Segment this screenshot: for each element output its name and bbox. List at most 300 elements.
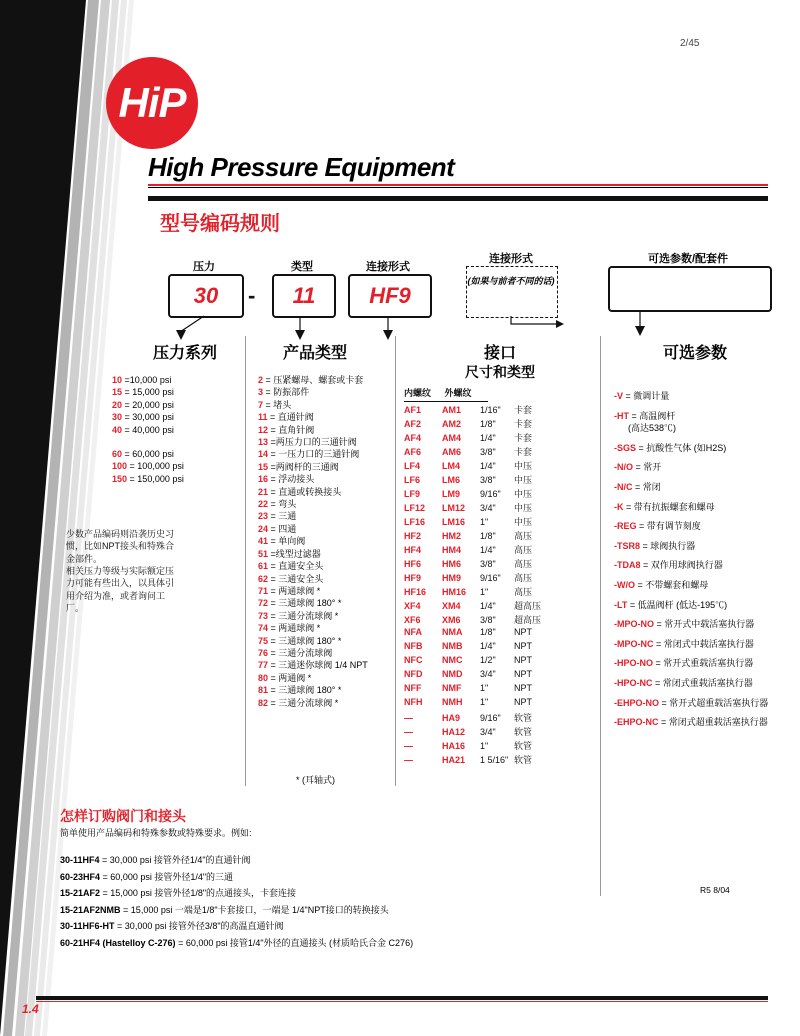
if-ext-11: HM6 [442, 559, 462, 569]
if-int-7: LF12 [404, 503, 426, 513]
list-item [60, 869, 413, 886]
if-int-6: LF9 [404, 489, 421, 499]
table-row [404, 557, 594, 571]
ptype-code-21: 75 [258, 635, 269, 646]
ptype-code-25: 81 [258, 685, 269, 696]
ptype-desc-4: = 直角针阀 [270, 424, 315, 435]
opt-code-9: -W/O [614, 579, 635, 590]
ptype-desc-22: = 三通分流球阀 [270, 647, 333, 658]
if-ext-23: HA12 [442, 727, 466, 737]
heading-pressure: 压力系列 [152, 345, 217, 362]
ptype-desc-25: = 三通球阀 180° * [270, 685, 342, 696]
if-ext-6: LM9 [442, 489, 460, 499]
if-size-4: 1/4" [480, 461, 496, 471]
if-type-9: 高压 [514, 531, 533, 541]
if-type-14: 超高压 [514, 601, 542, 611]
ptype-code-26: 82 [258, 697, 269, 708]
if-ext-10: HM4 [442, 545, 462, 555]
table-row [404, 725, 594, 739]
table-row [404, 711, 594, 725]
if-ext-18: NMC [442, 655, 463, 665]
ordering-title: 怎样订购阀门和接头 [60, 808, 186, 824]
opt-code-4: -N/C [614, 481, 633, 492]
opt-code-7: -TSR8 [614, 540, 641, 551]
if-type-22: 软管 [514, 713, 533, 723]
opt-desc2-1: (高达538℃) [628, 423, 677, 434]
ptype-desc-10: = 弯头 [270, 499, 297, 510]
order-code-0: 30-11HF4 [60, 855, 100, 865]
opt-desc-8: = 双作用球阀执行器 [643, 560, 723, 571]
ptype-code-20: 74 [258, 623, 269, 634]
if-ext-5: LM6 [442, 475, 460, 485]
opt-code-15: -EHPO-NO [614, 697, 659, 708]
ptype-desc-2: = 堵头 [265, 399, 292, 410]
opt-desc-0: = 微调计量 [625, 391, 670, 401]
ptype-code-17: 71 [258, 585, 269, 596]
if-int-17: NFB [404, 641, 423, 651]
table-row [404, 473, 594, 487]
opt-code-16: -EHPO-NC [614, 717, 659, 728]
list-item [60, 852, 413, 869]
code-separator: - [248, 283, 256, 308]
if-ext-7: LM12 [442, 503, 466, 513]
page-number: 2/45 [680, 38, 700, 49]
ptype-desc-13: = 单向阀 [270, 536, 306, 547]
if-type-7: 中压 [514, 503, 533, 513]
if-ext-9: HM2 [442, 531, 462, 541]
if-int-8: LF16 [404, 517, 426, 527]
order-code-2: 15-21AF2 [60, 888, 101, 898]
ptype-code-13: 41 [258, 536, 269, 547]
if-type-25: 软管 [514, 755, 533, 765]
pressure-desc-7: = 150,000 psi [129, 473, 184, 484]
if-size-12: 9/16" [480, 573, 501, 583]
list-item [60, 902, 413, 919]
ptype-desc-16: = 三通安全头 [270, 573, 324, 584]
pressure-code-7: 150 [112, 473, 128, 484]
if-int-20: NFF [404, 683, 422, 693]
codebox-label-2: 连接形式 [366, 261, 410, 273]
opt-code-3: -N/O [614, 462, 633, 473]
if-size-19: 3/4" [480, 669, 496, 679]
footer-bar-red [36, 1001, 768, 1002]
ptype-desc-9: = 直通或转换接头 [270, 486, 342, 497]
ptype-code-7: 15 [258, 461, 269, 472]
ptype-code-16: 62 [258, 573, 269, 584]
ptype-desc-20: = 两通球阀 * [270, 623, 321, 634]
order-code-4: 30-11HF6-HT [60, 921, 115, 931]
table-row [404, 669, 594, 683]
table-row [404, 697, 594, 711]
pressure-code-5: 60 [112, 449, 123, 460]
if-size-15: 3/8" [480, 615, 496, 625]
list-item [60, 935, 413, 952]
table-row [404, 627, 594, 641]
ptype-code-9: 21 [258, 486, 269, 497]
if-ext-19: NMD [442, 669, 463, 679]
if-size-5: 3/8" [480, 475, 496, 485]
ptype-code-4: 12 [258, 424, 269, 435]
opt-desc-16: = 常闭式超重载活塞执行器 [661, 717, 768, 728]
codebox-label-3: 连接形式 [489, 253, 533, 265]
logo-text: HiP [118, 79, 186, 126]
ptype-desc-23: = 三通迷你球阀 1/4 NPT [270, 660, 368, 671]
if-size-18: 1/2" [480, 655, 496, 665]
order-desc-2: = 15,000 psi 接管外径1/8"的点通接头，卡套连接 [102, 888, 297, 898]
heading-interface: 接口 [483, 345, 516, 362]
opt-code-14: -HPO-NC [614, 677, 653, 688]
opt-desc-6: = 带有调节刻度 [639, 521, 701, 532]
if-size-10: 1/4" [480, 545, 496, 555]
if-ext-17: NMB [442, 641, 463, 651]
if-int-16: NFA [404, 627, 422, 637]
if-size-13: 1" [480, 587, 489, 597]
pressure-desc-5: = 60,000 psi [124, 449, 174, 460]
table-row [404, 739, 594, 753]
opt-desc-1: = 高温阀杆 [631, 410, 676, 421]
interface-table [404, 386, 594, 767]
if-type-19: NPT [514, 669, 532, 679]
order-code-5: 60-21HF4 (Hastelloy C-276) [60, 937, 176, 948]
if-size-20: 1" [480, 683, 489, 693]
table-row [404, 585, 594, 599]
pressure-code-3: 30 [112, 412, 123, 423]
if-size-6: 9/16" [480, 489, 501, 499]
subheading-interface: 尺寸和类型 [465, 364, 535, 380]
opt-desc-11: = 常开式中载活塞执行器 [656, 619, 755, 630]
ptype-desc-24: = 两通阀 * [270, 672, 312, 683]
if-ext-15: XM6 [442, 615, 461, 625]
if-type-15: 超高压 [514, 615, 542, 625]
if-int-24: — [404, 741, 413, 751]
options-list [614, 390, 779, 736]
revision-code: R5 8/04 [700, 885, 730, 895]
ptype-desc-1: = 防振部件 [265, 387, 310, 398]
if-ext-2: AM4 [442, 433, 462, 443]
if-ext-21: NMH [442, 697, 463, 707]
codebox-note-3: (如果与前者不同的话) [467, 276, 555, 286]
if-ext-13: HM16 [442, 587, 467, 597]
if-size-2: 1/4" [480, 433, 496, 443]
if-type-11: 高压 [514, 559, 533, 569]
opt-desc-4: = 常闭 [635, 481, 661, 492]
pressure-note-0: 少数产品编码则沿袭历史习惯，比如NPT接头和特殊合金部件。 [66, 529, 175, 564]
pressure-code-6: 100 [112, 461, 128, 472]
opt-desc-5: = 带有抗振螺套和螺母 [626, 501, 715, 512]
ptype-code-2: 7 [258, 399, 264, 410]
pressure-desc-6: = 100,000 psi [129, 461, 184, 472]
ptype-code-1: 3 [258, 387, 264, 398]
order-code-1: 60-23HF4 [60, 871, 101, 882]
ptype-code-5: 13 [258, 437, 269, 448]
ptype-code-8: 16 [258, 474, 269, 485]
ptype-desc-7: =两阀杆的三通阀 [270, 461, 339, 472]
if-type-10: 高压 [514, 545, 533, 555]
table-row [404, 571, 594, 585]
list-item [60, 885, 413, 902]
codebox-value-0: 30 [193, 283, 219, 308]
if-type-5: 中压 [514, 475, 533, 485]
opt-desc-10: = 低温阀杆 (低达-195℃) [629, 599, 728, 610]
codebox-value-2: HF9 [369, 283, 411, 308]
footer-page-code: 1.4 [22, 1002, 39, 1016]
if-size-0: 1/16" [480, 405, 501, 415]
ptype-code-6: 14 [258, 449, 269, 460]
codebox-label-4: 可选参数/配套件 [647, 253, 729, 265]
ptype-desc-5: =两压力口的三通针阀 [270, 437, 357, 448]
if-type-8: 中压 [514, 517, 533, 527]
divider-red [148, 184, 768, 186]
ptype-desc-26: = 三通分流球阀 * [270, 697, 339, 708]
pressure-code-0: 10 [112, 375, 123, 385]
pressure-code-1: 15 [112, 387, 123, 398]
order-code-3: 15-21AF2NMB [60, 904, 121, 915]
opt-desc-9: = 不带螺套和螺母 [637, 579, 709, 590]
if-type-2: 卡套 [514, 433, 533, 443]
if-ext-24: HA16 [442, 741, 466, 751]
ptype-desc-8: = 浮动接头 [270, 474, 315, 485]
table-row [404, 599, 594, 613]
ptype-desc-18: = 三通球阀 180° * [270, 598, 342, 609]
if-size-21: 1" [480, 697, 489, 707]
opt-code-0: -V [614, 391, 623, 401]
table-row [404, 543, 594, 557]
table-row [404, 529, 594, 543]
if-int-3: AF6 [404, 447, 422, 457]
opt-desc-13: = 常开式重载活塞执行器 [655, 658, 754, 669]
pressure-desc-3: = 30,000 psi [124, 412, 174, 423]
ptype-code-24: 80 [258, 672, 269, 683]
if-ext-12: HM9 [442, 573, 462, 583]
footer-bar [36, 996, 768, 1000]
codebox-label-0: 压力 [193, 261, 215, 273]
if-ext-22: HA9 [442, 713, 461, 723]
if-size-8: 1" [480, 517, 489, 527]
ordering-subtitle: 简单使用产品编码和特殊参数或特殊要求。例如: [60, 828, 252, 838]
table-row [404, 655, 594, 669]
ptype-code-12: 24 [258, 523, 269, 534]
ptype-code-3: 11 [258, 412, 268, 423]
if-type-23: 软管 [514, 727, 533, 737]
if-int-14: XF4 [404, 601, 421, 611]
if-ext-25: HA21 [442, 755, 466, 765]
opt-desc-15: = 常开式超重载活塞执行器 [661, 697, 769, 708]
column-divider-3 [600, 336, 601, 896]
ptype-code-23: 77 [258, 660, 269, 671]
if-ext-1: AM2 [442, 419, 462, 429]
codebox-connection[interactable] [348, 274, 432, 318]
if-int-21: NFH [404, 697, 423, 707]
table-row [404, 753, 594, 767]
ptype-code-15: 61 [258, 561, 269, 572]
codebox-pressure[interactable] [168, 274, 244, 318]
if-type-21: NPT [514, 697, 532, 707]
column-divider-1 [245, 336, 246, 786]
if-ext-4: LM4 [442, 461, 460, 471]
if-int-5: LF6 [404, 475, 421, 485]
heading-options: 可选参数 [662, 345, 727, 362]
if-int-1: AF2 [404, 419, 422, 429]
table-row [404, 487, 594, 501]
opt-code-5: -K [614, 501, 624, 512]
opt-code-2: -SGS [614, 442, 637, 453]
ptype-code-19: 73 [258, 610, 269, 621]
ptype-desc-0: = 压紧螺母、螺套或卡套 [265, 375, 364, 385]
if-int-18: NFC [404, 655, 423, 665]
if-ext-8: LM16 [442, 517, 466, 527]
if-int-22: — [404, 713, 413, 723]
ptype-code-0: 2 [258, 375, 264, 385]
table-row [404, 683, 594, 697]
ordering-examples [60, 852, 413, 951]
opt-code-1: -HT [614, 410, 629, 421]
if-ext-14: XM4 [442, 601, 461, 611]
if-type-12: 高压 [514, 573, 533, 583]
opt-code-8: -TDA8 [614, 560, 641, 571]
if-type-4: 中压 [514, 461, 533, 471]
if-size-16: 1/8" [480, 627, 496, 637]
if-type-6: 中压 [514, 489, 533, 499]
pressure-series-list [112, 374, 242, 485]
table-row [404, 417, 594, 431]
codebox-type[interactable] [272, 274, 336, 318]
if-ext-0: AM1 [442, 405, 462, 415]
ptype-code-10: 22 [258, 499, 269, 510]
opt-desc-12: = 常闭式中载活塞执行器 [656, 638, 754, 649]
table-row [404, 445, 594, 459]
opt-code-6: -REG [614, 521, 637, 532]
if-ext-20: NMF [442, 683, 462, 693]
ptype-footnote-text: * (耳轴式) [296, 775, 335, 785]
section-bar [148, 196, 768, 201]
pressure-desc-1: = 15,000 psi [124, 387, 174, 398]
if-int-4: LF4 [404, 461, 421, 471]
if-size-25: 1 5/16" [480, 755, 509, 765]
if-type-24: 软管 [514, 741, 533, 751]
pressure-code-4: 40 [112, 424, 123, 435]
ptype-desc-6: = 一压力口的三通针阀 [270, 449, 360, 460]
ptype-code-11: 23 [258, 511, 269, 522]
if-size-1: 1/8" [480, 419, 496, 429]
ptype-desc-17: = 两通球阀 * [270, 585, 321, 596]
table-row [404, 515, 594, 529]
ptype-desc-19: = 三通分流球阀 * [270, 610, 339, 621]
ptype-desc-14: =线型过滤器 [270, 548, 321, 559]
if-int-25: — [404, 755, 413, 765]
if-size-23: 3/4" [480, 727, 496, 737]
pressure-desc-2: = 20,000 psi [124, 399, 174, 410]
divider-black [148, 187, 768, 188]
if-size-24: 1" [480, 741, 489, 751]
opt-desc-3: = 常开 [635, 462, 662, 473]
pressure-desc-0: =10,000 psi [124, 375, 172, 385]
if-ext-16: NMA [442, 627, 463, 637]
if-type-18: NPT [514, 655, 532, 665]
if-int-2: AF4 [404, 433, 422, 443]
if-int-9: HF2 [404, 531, 422, 541]
table-row [404, 459, 594, 473]
if-size-9: 1/8" [480, 531, 496, 541]
codebox-value-1: 11 [292, 283, 316, 308]
if-size-17: 1/4" [480, 641, 496, 651]
if-int-15: XF6 [404, 615, 421, 625]
codebox-label-1: 类型 [291, 261, 313, 273]
if-type-16: NPT [514, 627, 532, 637]
ptype-code-14: 51 [258, 548, 269, 559]
if-size-22: 9/16" [480, 713, 501, 723]
pressure-code-2: 20 [112, 399, 123, 410]
order-desc-4: = 30,000 psi 接管外径3/8"的高温直通针阀 [117, 921, 284, 931]
opt-code-10: -LT [614, 599, 628, 610]
if-int-23: — [404, 727, 413, 737]
order-desc-3: = 15,000 psi 一端是1/8"卡套接口，一端是 1/4"NPT接口的转换接头 [123, 904, 389, 915]
opt-desc-7: = 球阀执行器 [642, 540, 696, 551]
ptype-desc-15: = 直通安全头 [270, 561, 324, 572]
codebox-connection-alt[interactable] [466, 266, 558, 318]
if-size-3: 3/8" [480, 447, 496, 457]
table-row [404, 403, 594, 417]
ptype-desc-21: = 三通球阀 180° * [270, 635, 342, 646]
hip-logo [106, 57, 198, 149]
if-type-3: 卡套 [514, 447, 533, 457]
company-name: High Pressure Equipment [148, 152, 455, 182]
list-item [60, 918, 413, 935]
if-int-19: NFD [404, 669, 423, 679]
table-row [404, 613, 594, 627]
ptype-desc-12: = 四通 [270, 523, 297, 534]
opt-desc-2: = 抗酸性气体 (如H2S) [638, 442, 727, 453]
if-type-17: NPT [514, 641, 532, 651]
opt-code-11: -MPO-NO [614, 619, 654, 630]
pressure-desc-4: = 40,000 psi [124, 424, 174, 435]
if-ext-3: AM6 [442, 447, 462, 457]
order-desc-0: = 30,000 psi 接管外径1/4"的直通针阀 [102, 855, 251, 865]
ptype-desc-11: = 三通 [270, 511, 297, 522]
if-size-14: 1/4" [480, 601, 496, 611]
product-type-footnote [296, 774, 396, 786]
if-int-13: HF16 [404, 587, 427, 597]
pressure-note-1: 相关压力等级与实际额定压力可能有些出入，以具体引用介绍为准，或者询问工厂。 [66, 566, 175, 614]
if-size-7: 3/4" [480, 503, 496, 513]
codebox-options[interactable] [608, 266, 772, 312]
if-type-20: NPT [514, 683, 532, 693]
interface-header-external: 外螺纹 [444, 388, 472, 398]
ptype-code-22: 76 [258, 647, 269, 658]
section-title: 型号编码规则 [160, 213, 280, 235]
order-desc-5: = 60,000 psi 接管1/4"外径的直通接头 (材质哈氏合金 C276) [178, 937, 414, 948]
opt-code-12: -MPO-NC [614, 638, 654, 649]
if-int-12: HF9 [404, 573, 422, 583]
table-row [404, 501, 594, 515]
if-int-10: HF4 [404, 545, 422, 555]
if-type-0: 卡套 [514, 405, 533, 415]
ptype-code-18: 72 [258, 598, 269, 609]
product-type-list [258, 374, 398, 709]
opt-desc-14: = 常闭式重载活塞执行器 [655, 677, 753, 688]
interface-header-internal: 内螺纹 [404, 388, 432, 398]
table-row [404, 431, 594, 445]
if-type-1: 卡套 [514, 419, 533, 429]
order-desc-1: = 60,000 psi 接管外径1/4"的三通 [102, 871, 234, 882]
opt-code-13: -HPO-NO [614, 658, 653, 669]
if-int-11: HF6 [404, 559, 422, 569]
heading-product-type: 产品类型 [282, 345, 347, 362]
if-type-13: 高压 [514, 587, 533, 597]
ptype-desc-3: = 直通针阀 [270, 412, 314, 423]
if-int-0: AF1 [404, 405, 422, 415]
table-row [404, 641, 594, 655]
if-size-11: 3/8" [480, 559, 496, 569]
